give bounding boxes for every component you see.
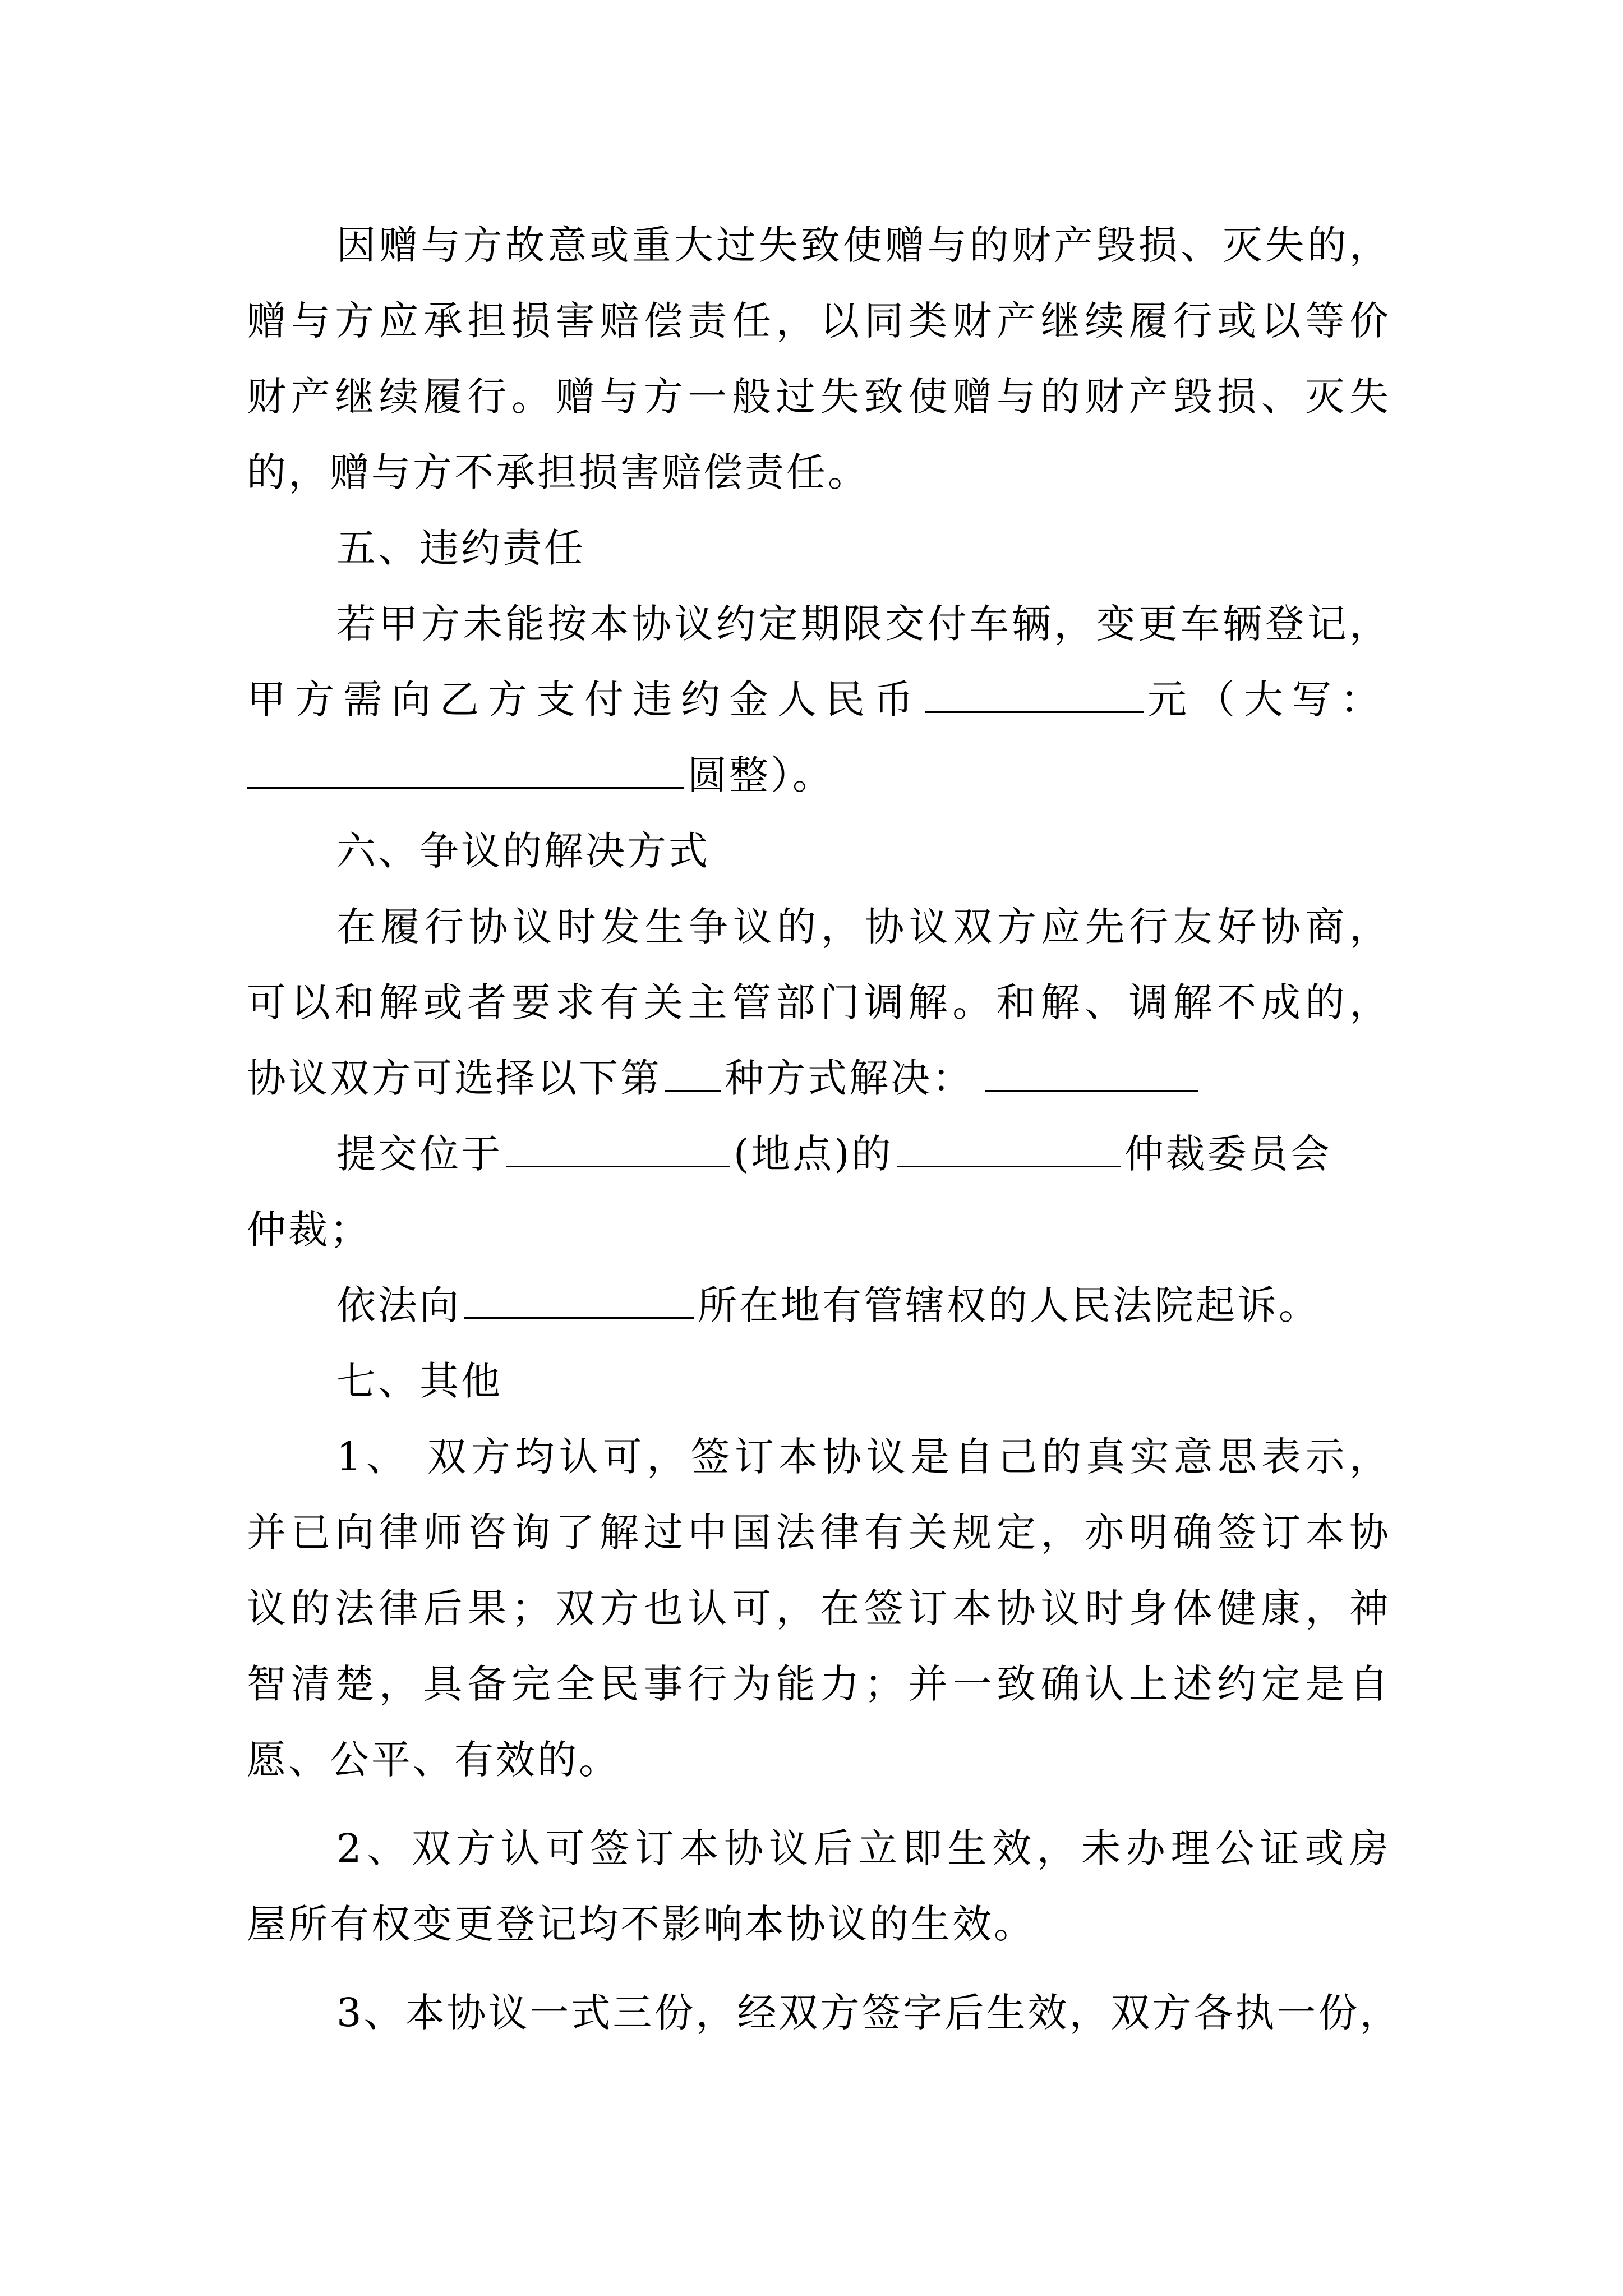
- paragraph-line: 因赠与方故意或重大过失致使赠与的财产毁损、灭失的，: [336, 222, 1391, 268]
- paragraph-line: 可以和解或者要求有关主管部门调解。和解、调解不成的，: [247, 979, 1391, 1025]
- paragraph-line: 协议双方可选择以下第 种方式解决：: [247, 1045, 1391, 1112]
- paragraph-line: 提交位于 (地点)的 仲裁委员会: [336, 1120, 1391, 1188]
- blank-field: [464, 1278, 694, 1319]
- blank-field: [506, 1126, 730, 1167]
- paragraph-line: 屋所有权变更登记均不影响本协议的生效。: [247, 1901, 1035, 1947]
- paragraph-line: 并已向律师咨询了解过中国法律有关规定，亦明确签订本协: [247, 1510, 1391, 1556]
- paragraph-line: 愿、公平、有效的。: [247, 1737, 620, 1783]
- section-heading: 五、违约责任: [336, 525, 585, 571]
- blank-field: [897, 1126, 1121, 1167]
- paragraph-line: 若甲方未能按本协议约定期限交付车辆，变更车辆登记，: [336, 601, 1391, 647]
- paragraph-line: 的，赠与方不承担损害赔偿责任。: [247, 449, 869, 495]
- paragraph-line: 赠与方应承担损害赔偿责任，以同类财产继续履行或以等价: [247, 298, 1391, 344]
- paragraph-line: 圆整）。: [247, 742, 1391, 809]
- paragraph-line: 甲方需向乙方支付违约金人民币 元（大写：: [247, 666, 1391, 733]
- paragraph-line: 议的法律后果；双方也认可，在签订本协议时身体健康，神: [247, 1585, 1391, 1631]
- paragraph-line: 3、本协议一式三份，经双方签字后生效，双方各执一份，: [336, 1990, 1401, 2036]
- blank-field: [985, 1051, 1198, 1092]
- section-heading: 七、其他: [336, 1358, 502, 1404]
- paragraph-line: 1、 双方均认可，签订本协议是自己的真实意思表示，: [336, 1434, 1391, 1480]
- section-heading: 六、争议的解决方式: [336, 828, 710, 874]
- paragraph-line: 仲裁；: [247, 1207, 371, 1253]
- paragraph-line: 财产继续履行。赠与方一般过失致使赠与的财产毁损、灭失: [247, 374, 1391, 420]
- paragraph-line: 依法向 所在地有管辖权的人民法院起诉。: [336, 1272, 1391, 1339]
- paragraph-line: 智清楚，具备完全民事行为能力；并一致确认上述约定是自: [247, 1661, 1391, 1707]
- blank-field: [665, 1051, 721, 1092]
- blank-field: [925, 672, 1144, 713]
- paragraph-line: 2、双方认可签订本协议后立即生效，未办理公证或房: [336, 1825, 1391, 1871]
- blank-field: [247, 748, 684, 789]
- paragraph-line: 在履行协议时发生争议的，协议双方应先行友好协商，: [336, 904, 1391, 950]
